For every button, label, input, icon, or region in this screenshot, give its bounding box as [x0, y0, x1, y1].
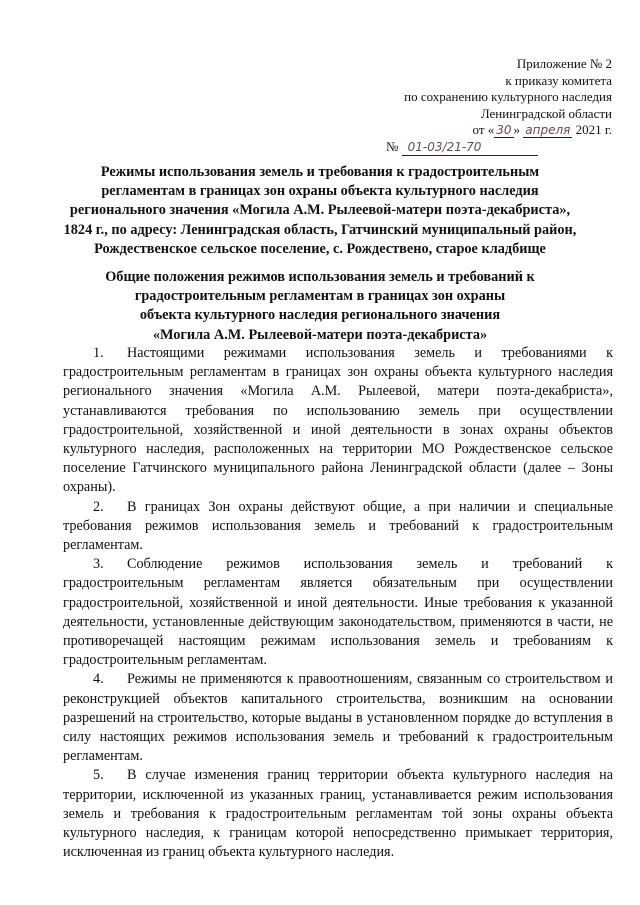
heading-line: «Могила А.М. Рылеевой-матери поэта-декабриста» — [152, 326, 488, 343]
title-line: регионального значения «Могила А.М. Рылеевой-матери поэта-декабриста», — [69, 202, 571, 219]
appendix-header — [312, 56, 612, 156]
paragraph-text: Соблюдение режимов использования земель и требований к градостроительным регламентам является обязательным при осуществлении градостроительной, хозяйственной и иной деятельности. Иные требования к указанной деятельности, установленные действующим законодательством, применяются в части, не противоречащей настоящим режимам использования земель и требованиям к градостроительным регламентам. — [63, 556, 613, 669]
title-line: Рождественское сельское поселение, с. Рождествено, старое кладбище — [94, 240, 546, 257]
heading-line: Общие положения режимов использования земель и требований к — [105, 269, 535, 285]
paragraph-number: 1. — [93, 345, 104, 361]
paragraph-text: Настоящими режимами использования земель и требованиями к градостроительным регламентам в границах зон охраны объекта культурного наследия регионального значения «Могила А.М. Рылеевой, матери поэта-декабриста», устанавливаются требования по использованию земель при осуществлении градостроительной, хозяйственной и иной деятельности в зонах охраны объектов культурного наследия, расположенных на территории МО Рождественское сельское поселение Гатчинского муниципального района Ленинградской области (далее – Зоны охраны). — [63, 345, 613, 496]
paragraph-text: Режимы не применяются к правоотношениям, связанным со строительством и реконструкцией объектов капитального строительства, возникшим на основании разрешений на строительство, которые выданы в установленном порядке до вступления в силу настоящих режимов использования земель и требований к градостроительным регламентам. — [63, 671, 613, 765]
order-date: от « 30 » апреля 2021 г. — [472, 122, 612, 137]
heading-line: градостроительным регламентам в границах зон охраны — [134, 288, 506, 305]
paragraph-3 — [63, 555, 613, 670]
paragraph-1 — [63, 344, 613, 498]
paragraph-number: 2. — [93, 498, 104, 515]
paragraph-5 — [63, 766, 613, 862]
title-line: регламентам в границах зон охраны объекта культурного наследия — [101, 183, 539, 200]
paragraph-number: 3. — [93, 556, 104, 573]
date-day-handwritten: 30 — [496, 123, 512, 137]
paragraph-number: 4. — [93, 671, 104, 688]
order-reference: к приказу комитета — [505, 72, 612, 88]
committee-name: по сохранению культурного наследия — [404, 89, 612, 104]
title-line: Режимы использования земель и требования к градостроительным — [100, 164, 540, 180]
date-month-handwritten: апреля — [525, 123, 571, 137]
title-line: 1824 г., по адресу: Ленинградская область, Гатчинский муниципальный район, — [63, 221, 577, 238]
paragraph-4 — [63, 670, 613, 766]
section-heading — [52, 268, 588, 345]
paragraph-number: 5. — [93, 767, 104, 784]
appendix-number: Приложение № 2 — [516, 56, 612, 71]
paragraph-2 — [63, 498, 613, 556]
heading-line: объекта культурного наследия регионального значения — [139, 307, 501, 324]
paragraph-text: В случае изменения границ территории объекта культурного наследия на территории, исключенной из указанных границ, устанавливается режим использования земель и требования к градостроительным регламентам той зоны охраны объекта культурного наследия, к границам которой непосредственно примыкает территория, исключенная из границ объекта культурного наследия. — [63, 767, 613, 861]
order-number: № 01-03/21-70 — [312, 139, 612, 157]
order-number-handwritten: 01-03/21-70 — [402, 139, 538, 157]
paragraph-text: В границах Зон охраны действуют общие, а при наличии и специальные требования режимов использования земель и требований к градостроительным регламентам. — [63, 498, 613, 554]
region-name: Ленинградской области — [480, 105, 612, 121]
document-body — [63, 344, 613, 862]
document-title — [52, 163, 588, 259]
